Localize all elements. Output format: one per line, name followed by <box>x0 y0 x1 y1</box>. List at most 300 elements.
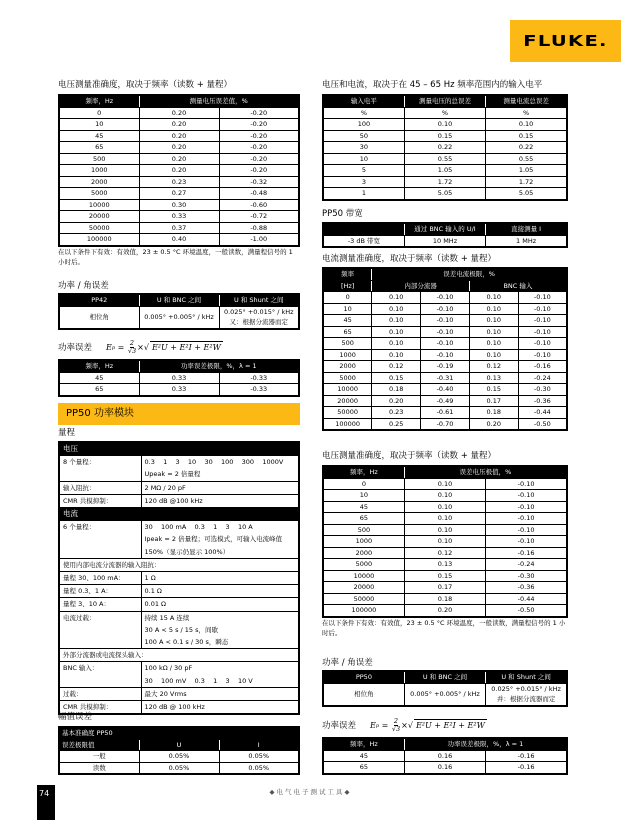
table-cell: 0.10 <box>372 292 421 304</box>
table-cell: 2000 <box>323 547 404 559</box>
column-header: 频率，Hz <box>323 738 404 750</box>
spec-row <box>59 481 299 494</box>
table-cell: 0.12 <box>469 361 518 373</box>
denominator: √3 <box>127 347 137 355</box>
spec-label: 6 个量程： <box>59 521 141 559</box>
table-cell: 1.72 <box>486 176 567 188</box>
table-cell: -0.10 <box>421 303 470 315</box>
table-cell: 5 <box>323 165 404 177</box>
table-row <box>323 119 567 131</box>
column-header: U 和 BNC 之间 <box>139 294 219 306</box>
spec-value <box>141 521 299 559</box>
table-row <box>323 361 567 373</box>
column-header: U 和 Shunt 之间 <box>219 294 299 306</box>
table-cell: 0.10 <box>372 338 421 350</box>
table-row <box>59 222 299 234</box>
spec-value-line: 100 A < 0.1 s / 30 s，瞬态 <box>144 638 229 647</box>
radicand: E²U + E²I + E²W <box>151 343 221 352</box>
spec-value-line: 持续 15 A 连续 <box>144 613 190 622</box>
spec-value-line: 30 A < 5 s / 15 s，间歇 <box>144 625 218 634</box>
table-row <box>59 107 299 119</box>
table-cell: 0.17 <box>469 395 518 407</box>
table-row <box>59 153 299 165</box>
column-header: U 和 BNC 之间 <box>404 671 485 683</box>
column-header: 频率，Hz <box>323 466 404 478</box>
table-cell: 5000 <box>323 372 372 384</box>
table-cell: 0 <box>59 107 139 119</box>
table-cell: 0.55 <box>404 153 485 165</box>
table-row <box>59 384 299 396</box>
spec-value-line: 30 100 mV 0.3 1 3 10 V <box>144 676 253 685</box>
spec-row <box>59 598 299 611</box>
table-cell: 0.005° +0.005° / kHz <box>404 683 485 706</box>
table-cell: 50 <box>323 130 404 142</box>
formula-sub: p <box>111 344 116 351</box>
table-cell: 0.025° +0.015° / kHz 又：根据分流器而定 <box>219 306 299 329</box>
table-cell: 30 <box>323 142 404 154</box>
spec-value <box>141 481 299 494</box>
table-row <box>323 559 567 571</box>
spec-value-line: 最大 20 Vrms <box>144 689 187 698</box>
table-row <box>323 395 567 407</box>
spec-label: 输入阻抗： <box>59 481 141 494</box>
table-cell: 0.10 <box>404 501 485 513</box>
table-cell: -0.10 <box>421 292 470 304</box>
table-row <box>59 306 299 329</box>
table-cell: -0.19 <box>421 361 470 373</box>
table-cell: -0.10 <box>486 536 567 548</box>
table-row <box>323 407 567 419</box>
section-title: 功率误差 E p = $\frac{2}{√3}$ ×√ E²U + E²I + E²W <box>322 717 485 733</box>
data-table <box>322 737 568 775</box>
table-cell: 0.20 <box>469 418 518 430</box>
table-cell: 100000 <box>59 234 139 246</box>
table-cell: -0.10 <box>486 501 567 513</box>
header-row <box>59 294 299 306</box>
header-row <box>59 360 299 372</box>
bandwidth-section <box>322 208 568 248</box>
table-cell: 0.20 <box>139 107 219 119</box>
table-cell: % <box>404 107 485 119</box>
table-cell: 0.55 <box>486 153 567 165</box>
spec-value <box>141 687 299 700</box>
column-header: 误差电压极值，% <box>404 466 567 478</box>
spec-value-line: 0.3 1 3 10 30 100 300 1000V <box>144 458 284 467</box>
table-cell: 0.23 <box>139 176 219 188</box>
formula-lhs: E <box>370 720 376 730</box>
spec-row <box>59 442 299 456</box>
spec-value-line: 120 dB @100 kHz <box>144 496 203 505</box>
table-cell: 1000 <box>323 536 404 548</box>
table-cell: -0.33 <box>219 384 299 396</box>
table-cell: 45 <box>59 372 139 384</box>
table-row <box>323 547 567 559</box>
table-cell: 0.33 <box>139 211 219 223</box>
spec-label: 8 个量程： <box>59 456 141 481</box>
table-cell: 0.33 <box>139 372 219 384</box>
spec-label: BNC 输入： <box>59 662 141 687</box>
spec-row <box>59 521 299 559</box>
table-cell: 0.10 <box>469 303 518 315</box>
table-cell: 45 <box>59 130 139 142</box>
table-cell: 0.40 <box>139 234 219 246</box>
table-row <box>59 751 299 763</box>
table-row <box>59 211 299 223</box>
table-cell: 10000 <box>323 384 372 396</box>
table-cell: 1.05 <box>404 165 485 177</box>
table-cell: 0.025° +0.015° / kHz 并：根据分流器而定 <box>486 683 567 706</box>
table-row <box>59 199 299 211</box>
spec-value <box>141 585 299 598</box>
table-cell: 0.10 <box>404 524 485 536</box>
power-angle-section-2 <box>322 657 568 707</box>
spec-value-line: 30 100 mA 0.3 1 3 10 A <box>144 523 253 532</box>
table-row <box>59 119 299 131</box>
spec-label: 量程 3、10 A： <box>59 598 141 611</box>
table-cell: 0.22 <box>404 142 485 154</box>
column-header: 输入电平 <box>323 95 404 107</box>
table-cell: 0.12 <box>372 361 421 373</box>
column-header: PP50 <box>323 671 404 683</box>
data-table <box>58 726 300 775</box>
table-cell: 65 <box>59 384 139 396</box>
table-cell: 0.05% <box>139 762 219 774</box>
table-cell: 1 <box>323 188 404 200</box>
table-cell: -0.16 <box>486 750 567 762</box>
range-section <box>58 427 300 715</box>
column-header: PP42 <box>59 294 139 306</box>
table-cell: -0.48 <box>219 188 299 200</box>
table-cell: 0.10 <box>469 292 518 304</box>
table-row <box>59 372 299 384</box>
fluke-logo: FLUKE. <box>510 20 621 62</box>
spec-row <box>59 494 299 507</box>
table-row <box>323 303 567 315</box>
table-cell: 20000 <box>323 395 372 407</box>
table-cell: 0.16 <box>404 762 485 774</box>
fraction <box>128 340 136 355</box>
spec-row <box>59 662 299 687</box>
table-cell: -0.10 <box>486 490 567 502</box>
table-cell: -0.44 <box>518 407 567 419</box>
section-title: 电压测量准确度，取决于频率（读数 + 量程） <box>322 451 497 461</box>
spec-label: 量程 0.3、1 A： <box>59 585 141 598</box>
table-cell: 0.10 <box>404 119 485 131</box>
table-cell: 相位角 <box>323 683 404 706</box>
column-header: 通过 BNC 输入的 U/I <box>404 223 485 235</box>
table-cell: 20000 <box>59 211 139 223</box>
table-cell: 一般 <box>59 751 139 763</box>
table-cell: 0.10 <box>372 303 421 315</box>
table-cell: -0.16 <box>486 762 567 774</box>
table-cell: 0.10 <box>404 478 485 490</box>
section-title: 电压测量准确度，取决于频率（读数 + 量程） <box>58 80 233 90</box>
spec-row <box>59 508 299 521</box>
table-cell: -0.24 <box>486 559 567 571</box>
table-cell: 45 <box>323 750 404 762</box>
table-cell: 1000 <box>323 349 372 361</box>
column-header <box>323 223 404 235</box>
table-cell: 0.15 <box>404 570 485 582</box>
column-header: I <box>219 739 299 751</box>
subsection-label: 外部分流器或电流探头输入： <box>59 649 299 662</box>
range-table <box>58 441 300 715</box>
table-row <box>323 130 567 142</box>
table-cell: 0.16 <box>404 750 485 762</box>
column-header: [Hz] <box>323 280 372 292</box>
table-cell: 0.20 <box>404 605 485 617</box>
header-row <box>323 280 567 292</box>
table-row <box>59 142 299 154</box>
spec-row <box>59 585 299 598</box>
table-cell: 0.10 <box>404 536 485 548</box>
input-level-section <box>322 79 568 201</box>
table-cell: -0.20 <box>219 107 299 119</box>
spec-value-line: Ipeak = 2 倍量程；可选模式，可输入电流峰值 <box>144 535 283 544</box>
table-row <box>59 165 299 177</box>
column-header: BNC 输入 <box>469 280 567 292</box>
power-error-formula: E p = $\frac{2}{√3}$ ×√ E²U + E²I + E²W <box>370 717 485 733</box>
table-cell: 500 <box>59 153 139 165</box>
table-row <box>59 176 299 188</box>
data-table <box>322 670 568 707</box>
table-cell: 0.18 <box>404 593 485 605</box>
table-cell: -0.20 <box>219 119 299 131</box>
table-cell: -0.10 <box>518 338 567 350</box>
table-cell: -0.30 <box>486 570 567 582</box>
table-cell: 0.05% <box>139 751 219 763</box>
column-header: 测量电压的总误差 <box>404 95 485 107</box>
table-row <box>323 338 567 350</box>
table-row <box>323 513 567 525</box>
table-cell: 0.05% <box>219 762 299 774</box>
table-cell: % <box>486 107 567 119</box>
column-header: U <box>139 739 219 751</box>
table-cell: 5000 <box>323 559 404 571</box>
table-cell: -3 dB 带宽 <box>323 235 404 247</box>
table-cell: -0.33 <box>219 372 299 384</box>
table-cell: 0.13 <box>469 372 518 384</box>
table-row <box>323 235 567 247</box>
data-table <box>58 293 300 330</box>
table-row <box>323 165 567 177</box>
data-table <box>322 222 568 248</box>
table-cell: -0.16 <box>518 361 567 373</box>
table-row <box>323 605 567 617</box>
amplitude-error-section <box>58 711 300 775</box>
formula-lhs: E <box>106 342 112 352</box>
data-table <box>322 267 568 431</box>
section-title: 电压和电流，取决于在 45 – 65 Hz 频率范围内的输入电平 <box>322 80 543 90</box>
spec-value <box>141 662 299 687</box>
table-cell: -0.31 <box>421 372 470 384</box>
table-cell: 0.15 <box>372 372 421 384</box>
spec-label: 过载： <box>59 687 141 700</box>
table-cell: 0.13 <box>404 559 485 571</box>
column-header: 频率，Hz <box>59 360 139 372</box>
table-row <box>323 501 567 513</box>
table-row <box>323 188 567 200</box>
spec-row <box>59 456 299 481</box>
table-cell: -0.20 <box>219 153 299 165</box>
spec-value-line: 0.01 Ω <box>144 600 167 609</box>
table-row <box>59 130 299 142</box>
table-cell: -0.20 <box>219 165 299 177</box>
section-title: 功率 / 角误差 <box>58 281 109 291</box>
table-cell: -0.36 <box>486 582 567 594</box>
table-cell: -0.40 <box>421 384 470 396</box>
table-cell: 0.005° +0.005° / kHz <box>139 306 219 329</box>
spec-value-line: 2 MΩ / 20 pF <box>144 483 186 492</box>
power-error-formula: E p = $\frac{2}{√3}$ ×√ E²U + E²I + E²W <box>106 339 221 355</box>
table-cell: -0.61 <box>421 407 470 419</box>
table-cell: -0.10 <box>421 338 470 350</box>
table-cell: -0.50 <box>486 605 567 617</box>
table-cell: 10 <box>323 303 372 315</box>
table-row <box>323 176 567 188</box>
table-cell: 0.10 <box>404 490 485 502</box>
header-row <box>323 223 567 235</box>
power-error-section-2 <box>322 718 568 775</box>
table-cell: -0.10 <box>421 315 470 327</box>
table-cell: -0.32 <box>219 176 299 188</box>
table-row <box>323 478 567 490</box>
table-cell: -0.50 <box>518 418 567 430</box>
column-header: 直接测量 I <box>486 223 567 235</box>
table-cell: 0.30 <box>139 199 219 211</box>
table-cell: 500 <box>323 524 404 536</box>
subsection-label: 使用内部电流分流器的输入阻抗： <box>59 558 299 571</box>
table-cell: 0 <box>323 478 404 490</box>
table-cell: -0.24 <box>518 372 567 384</box>
spec-value <box>141 572 299 585</box>
spec-value-line: 120 dB @ 100 kHz <box>144 703 205 712</box>
table-cell: -0.10 <box>486 524 567 536</box>
section-header: 电压 <box>59 442 299 456</box>
table-cell: 0.10 <box>469 315 518 327</box>
table-row <box>323 349 567 361</box>
numerator: 2 <box>129 339 135 347</box>
table-row <box>323 593 567 605</box>
table-cell: 0.15 <box>469 384 518 396</box>
table-cell: 0.10 <box>469 349 518 361</box>
table-cell: 100000 <box>323 418 372 430</box>
table-cell: 100000 <box>323 605 404 617</box>
table-cell: 0.33 <box>139 384 219 396</box>
table-cell: 0.25 <box>372 418 421 430</box>
spec-value-line: 1 Ω <box>144 574 156 583</box>
table-cell: -0.44 <box>486 593 567 605</box>
page-number: 74 <box>37 785 55 820</box>
table-cell: -0.60 <box>219 199 299 211</box>
table-cell: -0.36 <box>518 395 567 407</box>
table-cell: 0 <box>323 292 372 304</box>
table-row <box>323 536 567 548</box>
spec-value-line: 150%（显示仍显示 100%） <box>144 547 230 556</box>
table-cell: -1.00 <box>219 234 299 246</box>
table-cell: 5.05 <box>486 188 567 200</box>
column-header: U 和 Shunt 之间 <box>486 671 567 683</box>
column-header: 测量电压误差值，% <box>139 95 299 107</box>
table-cell: -0.30 <box>518 384 567 396</box>
section-header: 电流 <box>59 508 299 521</box>
table-cell: -0.20 <box>219 142 299 154</box>
table-cell: -0.10 <box>518 292 567 304</box>
table-row <box>323 524 567 536</box>
table-row <box>323 570 567 582</box>
column-header: 功率误差极限，%，λ = 1 <box>139 360 299 372</box>
table-cell: 65 <box>323 513 404 525</box>
table-cell: 0.10 <box>486 119 567 131</box>
header-row <box>323 95 567 107</box>
table-cell: 相位角 <box>59 306 139 329</box>
table-row <box>323 490 567 502</box>
table-cell: 10 <box>323 490 404 502</box>
column-header: 功率误差极限，%，λ = 1 <box>404 738 567 750</box>
table-row <box>323 762 567 774</box>
section-title: PP50 带宽 <box>322 209 363 219</box>
column-header: 误差极限值 <box>59 739 139 751</box>
table-row <box>323 418 567 430</box>
table-cell: -0.49 <box>421 395 470 407</box>
footer-text: ◆电气电子测试工具◆ <box>269 788 352 796</box>
table-row <box>59 234 299 246</box>
power-angle-section <box>58 280 300 330</box>
table-row <box>59 188 299 200</box>
table-cell: 10 MHz <box>404 235 485 247</box>
table-cell: 1 MHz <box>486 235 567 247</box>
fraction <box>392 718 400 733</box>
table-cell: -0.10 <box>421 349 470 361</box>
table-cell: 500 <box>323 338 372 350</box>
header-row <box>59 739 299 751</box>
note: 在以下条件下有效：有效值，23 ± 0.5 °C 环境温度，一般读数，满量程信号的 1 小时后。 <box>58 247 293 266</box>
table-cell: -0.70 <box>421 418 470 430</box>
table-cell: 1.05 <box>486 165 567 177</box>
table-cell: -0.88 <box>219 222 299 234</box>
numerator: 2 <box>393 717 399 725</box>
table-cell: 20000 <box>323 582 404 594</box>
spec-row <box>59 558 299 571</box>
section-title: 幅值误差 <box>58 712 93 722</box>
section-title: 电流测量准确度，取决于频率（读数 + 量程） <box>322 254 497 264</box>
spec-row <box>59 611 299 649</box>
table-cell: -0.10 <box>486 478 567 490</box>
header-row <box>323 671 567 683</box>
column-header: 频率，Hz <box>59 95 139 107</box>
table-cell: -0.16 <box>486 547 567 559</box>
table-cell: 2000 <box>323 361 372 373</box>
spec-value <box>141 456 299 481</box>
table-cell: 0.18 <box>469 407 518 419</box>
power-error-section <box>58 340 300 397</box>
data-table <box>322 94 568 201</box>
table-cell: 0.20 <box>372 395 421 407</box>
spec-label: CMR 共模抑制： <box>59 701 141 715</box>
table-cell: 0.37 <box>139 222 219 234</box>
table-cell: 5.05 <box>404 188 485 200</box>
table-cell: 0.10 <box>372 326 421 338</box>
section-title: 量程 <box>58 428 76 438</box>
table-cell: 10 <box>323 153 404 165</box>
header-row <box>323 466 567 478</box>
table-row <box>323 292 567 304</box>
column-header: 测量电流总误差 <box>486 95 567 107</box>
spec-row <box>59 649 299 662</box>
table-cell: 65 <box>59 142 139 154</box>
table-row <box>323 384 567 396</box>
table-cell: 0.10 <box>372 315 421 327</box>
